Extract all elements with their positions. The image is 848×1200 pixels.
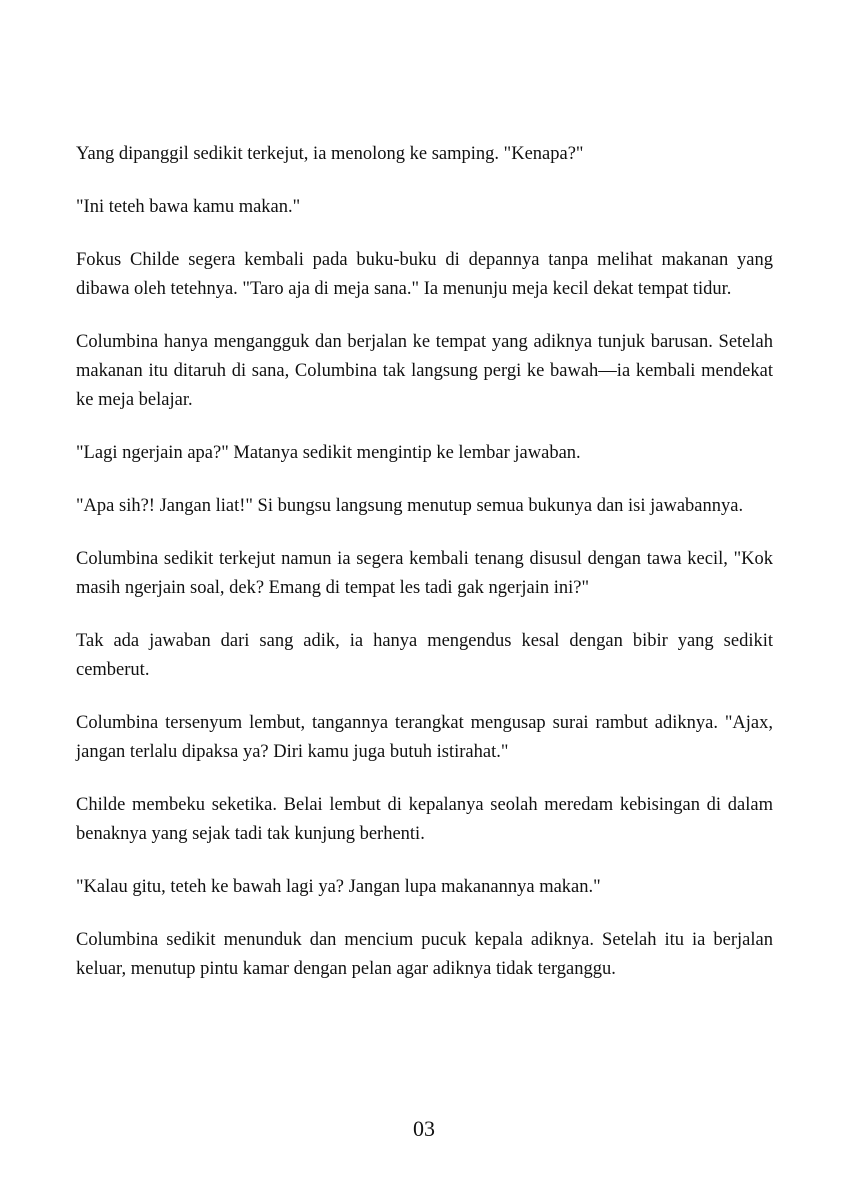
story-text — [76, 140, 773, 1008]
paragraph-2: "Ini teteh bawa kamu makan." — [76, 197, 301, 217]
page-number: 03 — [413, 1116, 435, 1141]
paragraph-9: Columbina tersenyum lembut, tangannya terangkat mengusap surai rambut adiknya. "Ajax, jangan terlalu dipaksa ya? Diri kamu juga butuh istirahat." — [76, 713, 773, 762]
paragraph-3: Fokus Childe segera kembali pada buku-buku di depannya tanpa melihat makanan yang dibawa oleh tetehnya. "Taro aja di meja sana." Ia menunju meja kecil dekat tempat tidur. — [76, 250, 773, 299]
paragraph-12: Columbina sedikit menunduk dan mencium pucuk kepala adiknya. Setelah itu ia berjalan keluar, menutup pintu kamar dengan pelan agar adiknya tidak terganggu. — [76, 930, 773, 979]
paragraph-7: Columbina sedikit terkejut namun ia segera kembali tenang disusul dengan tawa kecil, "Kok masih ngerjain soal, dek? Emang di tempat les tadi gak ngerjain ini?" — [76, 549, 773, 598]
paragraph-5: "Lagi ngerjain apa?" Matanya sedikit mengintip ke lembar jawaban. — [76, 443, 581, 463]
paragraph-11: "Kalau gitu, teteh ke bawah lagi ya? Jangan lupa makanannya makan." — [76, 877, 601, 897]
paragraph-4: Columbina hanya mengangguk dan berjalan ke tempat yang adiknya tunjuk barusan. Setelah makanan itu ditaruh di sana, Columbina tak langsung pergi ke bawah—ia kembali mendekat ke meja belajar. — [76, 332, 773, 410]
paragraph-10: Childe membeku seketika. Belai lembut di kepalanya seolah meredam kebisingan di dalam benaknya yang sejak tadi tak kunjung berhenti. — [76, 795, 773, 844]
paragraph-8: Tak ada jawaban dari sang adik, ia hanya mengendus kesal dengan bibir yang sedikit cemberut. — [76, 631, 773, 680]
paragraph-6: "Apa sih?! Jangan liat!" Si bungsu langsung menutup semua bukunya dan isi jawabannya. — [76, 496, 744, 516]
paragraph-1: Yang dipanggil sedikit terkejut, ia menolong ke samping. "Kenapa?" — [76, 144, 584, 164]
